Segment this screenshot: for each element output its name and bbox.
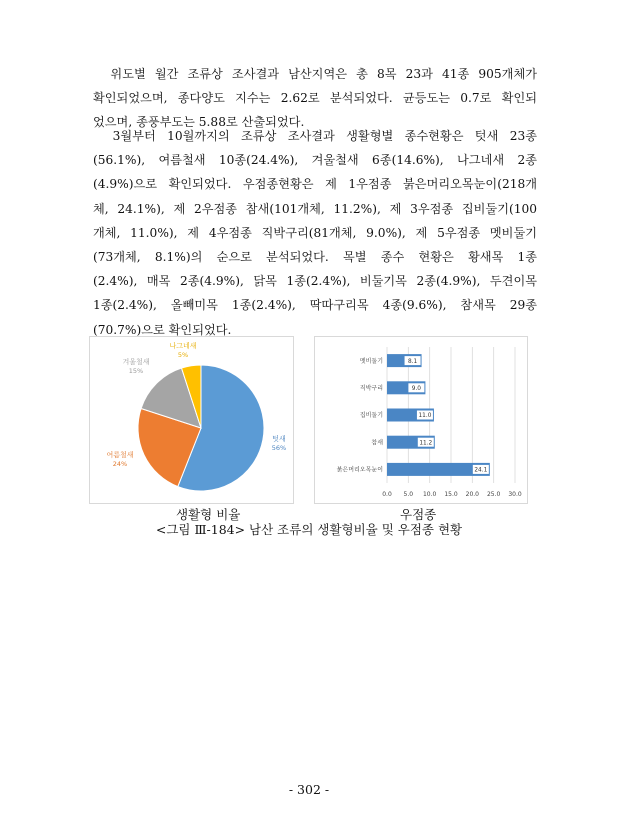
text-line: (73개체, 8.1%)의 순으로 분석되었다. 목별 종수 현황은 황새목 1종: [93, 249, 537, 264]
x-tick-label: 15.0: [444, 491, 458, 498]
category-label: 멧비둘기: [359, 357, 383, 365]
bar-chart: [315, 337, 527, 503]
category-label: 집비둘기: [359, 412, 383, 420]
text-line: 3월부터 10월까지의 조류상 조사결과 생활형별 종수현황은 텃새 23종: [93, 129, 537, 143]
x-tick-label: 30.0: [508, 491, 522, 498]
text-line: (56.1%), 여름철새 10종(24.4%), 겨울철새 6종(14.6%), 나그네새 2종: [93, 153, 537, 168]
text-line: 개체, 11.0%), 제 4우점종 직박구리(81개체, 9.0%), 제 5우점종 멧비둘기: [93, 225, 537, 240]
bar-chart-frame: [314, 336, 528, 504]
data-label: 8.1: [407, 358, 418, 365]
text-line: 1종(2.4%), 올빼미목 1종(2.4%), 딱따구리목 4종(9.6%), 참새목 29종: [93, 298, 537, 313]
text-line: 확인되었으며, 종다양도 지수는 2.62로 분석되었다. 균등도는 0.7로 확인되: [93, 91, 537, 106]
text-line: 었으며, 종풍부도는 5.88로 산출되었다.: [93, 115, 305, 130]
pie-value-label: 15%: [128, 367, 144, 375]
page-number: - 302 -: [288, 782, 330, 797]
pie-label: 텃새: [272, 435, 286, 443]
pie-value-label: 24%: [112, 460, 128, 468]
x-tick-label: 0.0: [382, 491, 392, 498]
x-tick-label: 20.0: [465, 491, 480, 498]
paragraph-lifeform: [93, 124, 537, 342]
pie-value-label: 56%: [271, 444, 287, 452]
text-line: (2.4%), 매목 2종(4.9%), 닭목 1종(2.4%), 비둘기목 2종(4.9%), 두견이목: [93, 274, 537, 289]
text-line: 체, 24.1%), 제 2우점종 참새(101개체, 11.2%), 제 3우점종 집비둘기(100: [93, 201, 537, 216]
pie-label: 나그네새: [169, 342, 197, 350]
pie-chart-caption: 생활형 비율: [176, 507, 241, 522]
pie-label: 겨울철새: [122, 358, 150, 366]
category-label: 참새: [371, 439, 383, 447]
pie-label: 여름철새: [106, 451, 134, 459]
data-label: 9.0: [411, 386, 422, 392]
text-line: (4.9%)으로 확인되었다. 우점종현황은 제 1우점종 붉은머리오목눈이(218개: [93, 177, 537, 192]
category-label: 붉은머리오목눈이: [336, 466, 383, 474]
x-tick-label: 10.0: [422, 491, 437, 498]
data-label: 11.0: [418, 413, 432, 420]
category-label: 직박구리: [359, 385, 383, 392]
bar-chart-caption: 우점종: [400, 507, 437, 522]
text-line: (70.7%)으로 확인되었다.: [93, 322, 232, 337]
pie-value-label: 5%: [177, 351, 189, 359]
x-tick-label: 25.0: [486, 491, 501, 498]
pie-chart: [90, 337, 293, 503]
pie-chart-frame: [89, 336, 294, 504]
data-label: 11.2: [419, 440, 433, 447]
text-line: 위도별 월간 조류상 조사결과 남산지역은 총 8목 23과 41종 905개체가: [93, 67, 537, 81]
data-label: 24.1: [474, 467, 488, 474]
x-tick-label: 5.0: [403, 491, 414, 498]
figure-caption: <그림 Ⅲ-184> 남산 조류의 생활형비율 및 우점종 현황: [155, 522, 463, 537]
